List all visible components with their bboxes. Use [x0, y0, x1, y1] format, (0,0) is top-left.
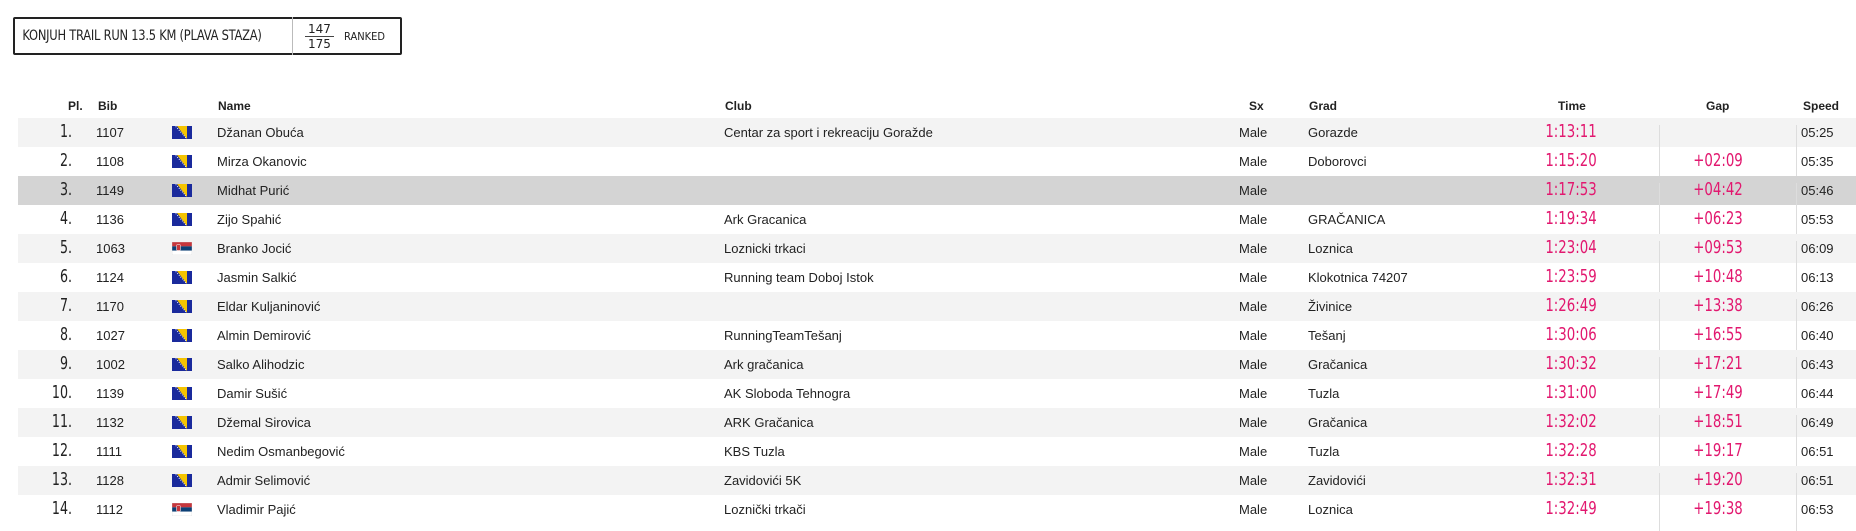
table-body [18, 118, 1856, 524]
city-cell: Tešanj [1308, 328, 1346, 343]
sex-cell: Male [1239, 299, 1268, 314]
gap-cell: +19:20 [1693, 469, 1743, 490]
bosnia-flag-icon [172, 416, 192, 429]
rank-cell: 14. [51, 498, 72, 519]
rank-cell: 12. [51, 440, 72, 461]
speed-cell: 06:51 [1801, 473, 1834, 488]
race-title: KONJUH TRAIL RUN 13.5 KM (PLAVA STAZA) [22, 28, 262, 44]
bib-cell: 1111 [96, 444, 123, 459]
city-cell: Gračanica [1308, 415, 1368, 430]
name-cell[interactable]: Admir Selimović [217, 473, 311, 488]
bosnia-flag-icon [172, 387, 192, 400]
rank-cell: 13. [51, 469, 72, 490]
serbia-flag-icon [172, 503, 192, 516]
rank-cell: 9. [59, 353, 72, 374]
column-header-grad[interactable]: Grad [1309, 99, 1338, 113]
gap-cell: +18:51 [1693, 411, 1743, 432]
rank-cell: 2. [59, 150, 72, 171]
table-row[interactable] [18, 437, 1856, 466]
speed-cell: 05:46 [1801, 183, 1834, 198]
sex-cell: Male [1239, 357, 1268, 372]
name-cell[interactable]: Džemal Sirovica [217, 415, 311, 430]
bib-cell: 1149 [96, 183, 124, 198]
bib-cell: 1107 [96, 125, 124, 140]
sex-cell: Male [1239, 444, 1268, 459]
race-separator [292, 17, 293, 55]
bib-cell: 1139 [96, 386, 124, 401]
race-selector[interactable] [13, 17, 402, 55]
name-cell[interactable]: Eldar Kuljaninović [217, 299, 321, 314]
speed-cell: 05:53 [1801, 212, 1834, 227]
time-cell: 1:30:32 [1545, 353, 1597, 374]
ranked-denominator: 175 [308, 36, 331, 51]
bib-cell: 1136 [96, 212, 124, 227]
bosnia-flag-icon [172, 358, 192, 371]
serbia-flag-icon [172, 242, 192, 255]
table-row[interactable] [18, 205, 1856, 234]
speed-cell: 06:44 [1801, 386, 1834, 401]
speed-cell: 06:51 [1801, 444, 1834, 459]
table-row[interactable] [18, 292, 1856, 321]
speed-cell: 06:43 [1801, 357, 1834, 372]
city-cell: Gračanica [1308, 357, 1368, 372]
table-row[interactable] [18, 118, 1856, 147]
speed-cell: 06:13 [1801, 270, 1834, 285]
club-cell: KBS Tuzla [724, 444, 785, 459]
table-header [18, 96, 1856, 118]
bib-cell: 1002 [96, 357, 125, 372]
time-cell: 1:26:49 [1545, 295, 1597, 316]
speed-cell: 06:40 [1801, 328, 1834, 343]
bib-cell: 1108 [96, 154, 124, 169]
time-cell: 1:32:02 [1545, 411, 1597, 432]
name-cell[interactable]: Branko Jocić [217, 241, 292, 256]
speed-cell: 05:25 [1801, 125, 1834, 140]
time-cell: 1:32:31 [1545, 469, 1597, 490]
table-row[interactable] [18, 321, 1856, 350]
name-cell[interactable]: Nedim Osmanbegović [217, 444, 345, 459]
time-cell: 1:15:20 [1545, 150, 1597, 171]
table-row[interactable] [18, 408, 1856, 437]
name-cell[interactable]: Vladimir Pajić [217, 502, 296, 517]
column-header-time[interactable]: Time [1558, 99, 1586, 113]
speed-cell: 06:26 [1801, 299, 1834, 314]
city-cell: Gorazde [1308, 125, 1358, 140]
rank-cell: 6. [59, 266, 72, 287]
bosnia-flag-icon [172, 184, 192, 197]
ranked-label: RANKED [343, 29, 385, 43]
sex-cell: Male [1239, 386, 1268, 401]
bib-cell: 1170 [96, 299, 124, 314]
speed-cell: 06:49 [1801, 415, 1834, 430]
bosnia-flag-icon [172, 474, 192, 487]
table-row[interactable] [18, 176, 1856, 205]
table-row[interactable] [18, 495, 1856, 524]
column-divider [1796, 502, 1797, 531]
time-cell: 1:32:49 [1545, 498, 1597, 519]
rank-cell: 11. [51, 411, 72, 432]
column-header-name[interactable]: Name [218, 99, 251, 113]
city-cell: Loznica [1308, 502, 1353, 517]
rank-cell: 5. [59, 237, 72, 258]
club-cell: Running team Doboj Istok [724, 270, 874, 285]
bosnia-flag-icon [172, 271, 192, 284]
time-cell: 1:13:11 [1545, 121, 1597, 142]
club-cell: AK Sloboda Tehnogra [724, 386, 851, 401]
gap-cell: +13:38 [1693, 295, 1743, 316]
bosnia-flag-icon [172, 300, 192, 313]
results-table [18, 96, 1856, 524]
club-cell: Loznički trkači [724, 502, 806, 517]
gap-cell: +10:48 [1693, 266, 1743, 287]
column-divider [1659, 502, 1660, 531]
sex-cell: Male [1239, 154, 1268, 169]
time-cell: 1:31:00 [1545, 382, 1597, 403]
bosnia-flag-icon [172, 126, 192, 139]
gap-cell: +06:23 [1693, 208, 1743, 229]
bib-cell: 1132 [96, 415, 124, 430]
table-row[interactable] [18, 147, 1856, 176]
city-cell: Loznica [1308, 241, 1353, 256]
bib-cell: 1128 [96, 473, 124, 488]
time-cell: 1:32:28 [1545, 440, 1597, 461]
time-cell: 1:17:53 [1545, 179, 1597, 200]
bib-cell: 1124 [96, 270, 124, 285]
time-cell: 1:23:59 [1545, 266, 1597, 287]
column-header-gap[interactable]: Gap [1706, 99, 1730, 113]
city-cell: Tuzla [1308, 444, 1340, 459]
city-cell: Doborovci [1308, 154, 1367, 169]
time-cell: 1:23:04 [1545, 237, 1597, 258]
club-cell: RunningTeamTešanj [724, 328, 842, 343]
speed-cell: 05:35 [1801, 154, 1834, 169]
bosnia-flag-icon [172, 213, 192, 226]
city-cell: GRAČANICA [1308, 212, 1386, 227]
bosnia-flag-icon [172, 155, 192, 168]
speed-cell: 06:09 [1801, 241, 1834, 256]
city-cell: Klokotnica 74207 [1308, 270, 1408, 285]
table-row[interactable] [18, 350, 1856, 379]
club-cell: Ark Gracanica [724, 212, 807, 227]
name-cell[interactable]: Salko Alihodzic [217, 357, 305, 372]
sex-cell: Male [1239, 212, 1268, 227]
time-cell: 1:30:06 [1545, 324, 1597, 345]
bib-cell: 1112 [96, 502, 123, 517]
gap-cell: +16:55 [1693, 324, 1743, 345]
name-cell[interactable]: Zijo Spahić [217, 212, 282, 227]
table-row[interactable] [18, 263, 1856, 292]
table-row[interactable] [18, 466, 1856, 495]
name-cell[interactable]: Mirza Okanovic [217, 154, 307, 169]
sex-cell: Male [1239, 125, 1268, 140]
city-cell: Živinice [1308, 299, 1353, 314]
name-cell[interactable]: Midhat Purić [217, 183, 290, 198]
name-cell[interactable]: Džanan Obuća [217, 125, 304, 140]
table-row[interactable] [18, 379, 1856, 408]
bosnia-flag-icon [172, 445, 192, 458]
rank-cell: 4. [59, 208, 72, 229]
club-cell: Zavidovići 5K [724, 473, 802, 488]
rank-cell: 10. [51, 382, 72, 403]
gap-cell: +09:53 [1693, 237, 1743, 258]
rank-cell: 7. [59, 295, 72, 316]
sex-cell: Male [1239, 183, 1268, 198]
gap-cell: +02:09 [1693, 150, 1743, 171]
time-cell: 1:19:34 [1545, 208, 1597, 229]
sex-cell: Male [1239, 270, 1268, 285]
club-cell: Loznicki trkaci [724, 241, 806, 256]
speed-cell: 06:53 [1801, 502, 1834, 517]
column-header-pl[interactable]: Pl. [68, 99, 83, 113]
column-header-sx[interactable]: Sx [1249, 99, 1264, 113]
city-cell: Zavidovići [1308, 473, 1366, 488]
gap-cell: +19:17 [1693, 440, 1743, 461]
gap-cell: +17:49 [1693, 382, 1743, 403]
city-cell: Tuzla [1308, 386, 1340, 401]
name-cell[interactable]: Almin Demirović [217, 328, 311, 343]
table-row[interactable] [18, 234, 1856, 263]
ranked-numerator: 147 [305, 22, 334, 37]
column-header-bib[interactable]: Bib [98, 99, 118, 113]
sex-cell: Male [1239, 502, 1268, 517]
bosnia-flag-icon [172, 329, 192, 342]
bib-cell: 1027 [96, 328, 125, 343]
gap-cell: +19:38 [1693, 498, 1743, 519]
bib-cell: 1063 [96, 241, 125, 256]
column-header-speed[interactable]: Speed [1803, 99, 1840, 113]
name-cell[interactable]: Jasmin Salkić [217, 270, 297, 285]
gap-cell: +17:21 [1693, 353, 1743, 374]
club-cell: Centar za sport i rekreaciju Goražde [724, 125, 933, 140]
sex-cell: Male [1239, 415, 1268, 430]
name-cell[interactable]: Damir Sušić [217, 386, 288, 401]
rank-cell: 8. [59, 324, 72, 345]
gap-cell: +04:42 [1693, 179, 1743, 200]
sex-cell: Male [1239, 241, 1268, 256]
column-header-club[interactable]: Club [725, 99, 752, 113]
club-cell: ARK Gračanica [724, 415, 814, 430]
rank-cell: 3. [59, 179, 72, 200]
rank-cell: 1. [59, 121, 72, 142]
club-cell: Ark gračanica [724, 357, 804, 372]
ranked-count [305, 22, 334, 51]
sex-cell: Male [1239, 328, 1268, 343]
sex-cell: Male [1239, 473, 1268, 488]
